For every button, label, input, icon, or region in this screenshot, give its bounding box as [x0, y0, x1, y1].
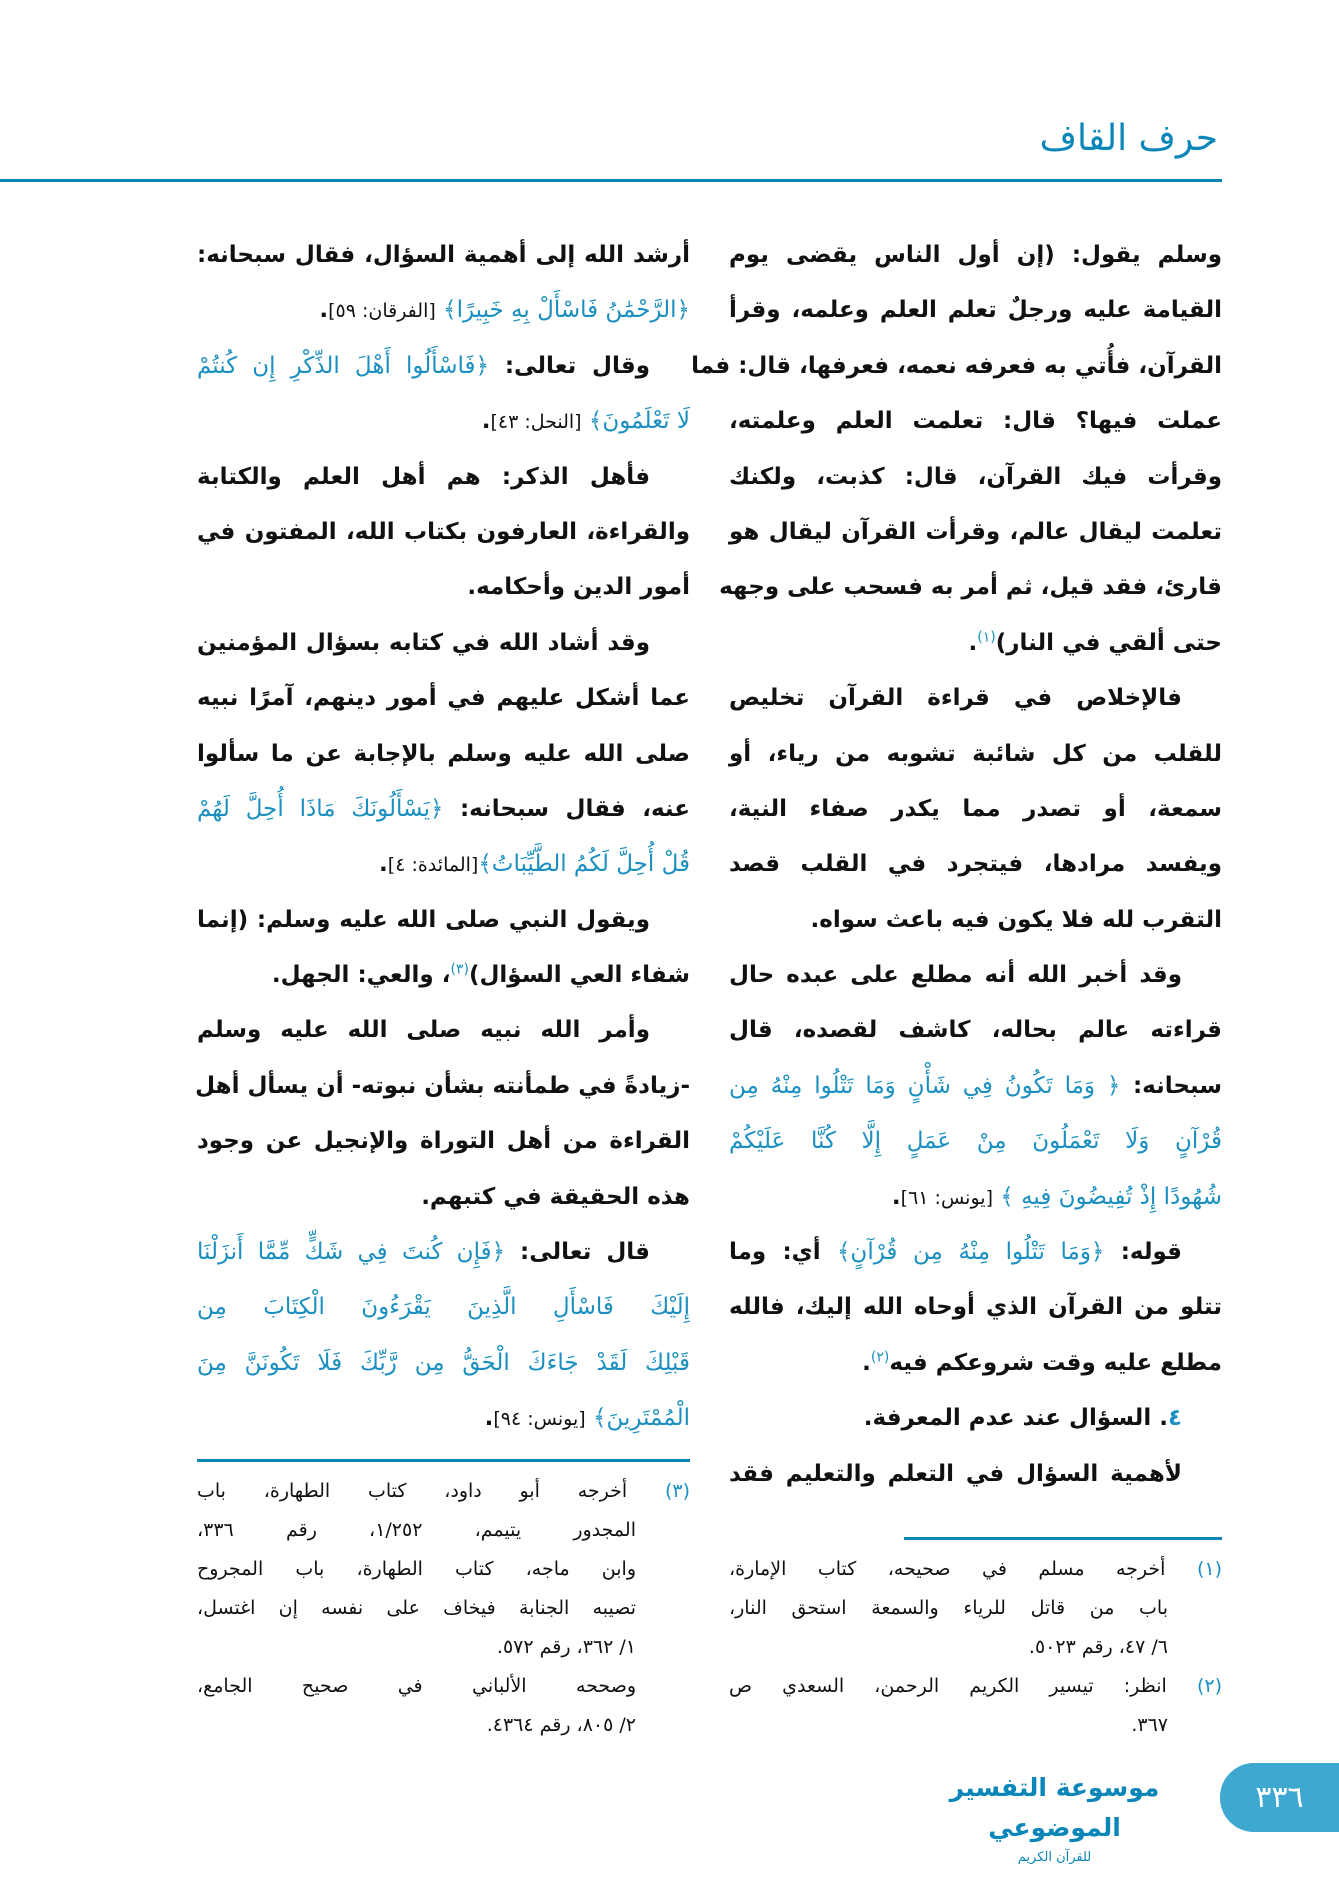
text-line	[729, 394, 1222, 449]
text-segment: .	[891, 1183, 901, 1210]
text-segment: صلى الله عليه وسلم بالإجابة عن ما سألوا	[197, 740, 690, 767]
footnote-text: باب من قاتل للرياء والسمعة استحق النار،	[729, 1597, 1168, 1619]
text-segment: قراءته عالم بحاله، كاشف لقصده، قال	[729, 1017, 1222, 1044]
text-line	[197, 948, 690, 1003]
footnote-line	[729, 1706, 1222, 1745]
text-segment: تتلو من القرآن الذي أوحاه الله إليك، فالله	[729, 1294, 1222, 1321]
text-line	[729, 505, 1222, 560]
text-line	[729, 450, 1222, 505]
text-segment: .	[968, 629, 978, 656]
text-segment: التقرب لله فلا يكون فيه باعث سواه.	[810, 906, 1222, 933]
text-segment: -زيادةً في طمأنته بشأن نبوته- أن يسأل أهل	[195, 1072, 690, 1099]
footnote-line	[197, 1706, 690, 1745]
quran-verse: ﴿يَسْأَلُونَكَ مَاذَا أُحِلَّ لَهُمْ	[197, 795, 444, 822]
verse-reference: [النحل: ٤٣]	[490, 411, 582, 434]
footnote-marker: (٢)	[1196, 1675, 1222, 1697]
text-line	[729, 1280, 1222, 1335]
footnote-text: أخرجه مسلم في صحيحه، كتاب الإمارة،	[729, 1558, 1197, 1580]
footnote-text: ٢/ ٨٠٥، رقم ٤٣٦٤.	[486, 1714, 636, 1736]
quran-verse: ﴿الرَّحْمَٰنُ فَاسْأَلْ بِهِ خَبِيرًا﴾	[435, 297, 690, 324]
text-segment: مطلع عليه وقت شروعكم فيه	[889, 1349, 1222, 1376]
text-segment: وقد أشاد الله في كتابه بسؤال المؤمنين	[197, 629, 650, 656]
quran-verse: قُلْ أُحِلَّ لَكُمُ الطَّيِّبَاتُ﴾	[478, 851, 690, 878]
text-line	[197, 727, 690, 782]
text-line	[197, 228, 690, 283]
text-segment: فالإخلاص في قراءة القرآن تخليص	[729, 685, 1182, 712]
footnote-line	[729, 1667, 1222, 1706]
footnote-divider-left	[197, 1459, 690, 1462]
footnote-line	[197, 1472, 690, 1511]
quran-verse: إِلَيْكَ فَاسْأَلِ الَّذِينَ يَقْرَءُونَ الْكِتَابَ مِن	[197, 1294, 690, 1321]
text-line	[197, 837, 690, 892]
text-segment: وقد أخبر الله أنه مطلع على عبده حال	[729, 962, 1182, 989]
text-segment: .	[319, 297, 329, 324]
verse-reference: [يونس: ٦١]	[900, 1186, 993, 1209]
text-line	[197, 1114, 690, 1169]
text-segment: هذه الحقيقة في كتبهم.	[421, 1183, 690, 1210]
text-line	[197, 339, 690, 394]
text-line	[197, 394, 690, 449]
text-segment: قارئ، فقد قيل، ثم أمر به فسحب على وجهه	[719, 574, 1222, 601]
text-segment: وأمر الله نبيه صلى الله عليه وسلم	[197, 1017, 650, 1044]
footnote-text: تصيبه الجنابة فيخاف على نفسه إن اغتسل،	[197, 1597, 636, 1619]
text-segment: القرآن، فأُتي به فعرفه نعمه، فعرفها، قال: فما	[691, 352, 1222, 379]
text-segment: سبحانه:	[1120, 1072, 1222, 1099]
footnotes-right	[729, 1550, 1222, 1745]
footnote-ref-link[interactable]: (٢)	[870, 1349, 890, 1366]
text-segment: عنه، فقال سبحانه:	[443, 795, 690, 822]
text-line	[197, 1170, 690, 1225]
text-line	[729, 948, 1222, 1003]
text-line	[729, 1225, 1222, 1280]
text-line	[197, 616, 690, 671]
logo-subtitle: للقرآن الكريم	[1017, 1850, 1092, 1865]
footnote-line	[197, 1589, 690, 1628]
text-line	[729, 1059, 1222, 1114]
text-segment: .	[484, 1405, 494, 1432]
text-segment: قال تعالى:	[505, 1239, 650, 1266]
text-segment: حتى ألقي في النار)	[995, 629, 1222, 656]
footnote-text: أخرجه أبو داود، كتاب الطهارة، باب	[197, 1480, 665, 1502]
text-line	[729, 671, 1222, 726]
text-segment: . السؤال عند عدم المعرفة.	[863, 1405, 1168, 1432]
text-line	[729, 1391, 1222, 1446]
header-divider	[0, 179, 1222, 182]
text-segment: للقلب من كل شائبة تشوبه من رياء، أو	[729, 740, 1222, 767]
section-number: ٤	[1167, 1405, 1182, 1432]
left-text-column	[197, 228, 690, 1447]
verse-reference: [يونس: ٩٤]	[493, 1408, 586, 1431]
text-segment: القيامة عليه ورجلٌ تعلم العلم وعلمه، وقرأ	[729, 297, 1222, 324]
footnote-line	[197, 1667, 690, 1706]
text-line	[197, 1003, 690, 1058]
page-number-badge: ٣٣٦	[1220, 1763, 1339, 1832]
quran-verse: ﴿فَإِن كُنتَ فِي شَكٍّ مِّمَّا أَنزَلْنَا	[197, 1239, 506, 1266]
text-segment: لأهمية السؤال في التعلم والتعليم فقد	[729, 1460, 1182, 1487]
text-line	[729, 893, 1222, 948]
text-line	[197, 1059, 690, 1114]
footnote-text: انظر: تيسير الكريم الرحمن، السعدي ص	[729, 1675, 1197, 1697]
text-line	[197, 1391, 690, 1446]
text-line	[197, 283, 690, 338]
text-line	[729, 616, 1222, 671]
encyclopedia-logo	[928, 1768, 1181, 1865]
text-segment: قوله:	[1104, 1239, 1182, 1266]
logo-title: موسوعة التفسير الموضوعي	[949, 1773, 1160, 1842]
text-segment: أمور الدين وأحكامه.	[467, 574, 690, 601]
footnote-line	[197, 1628, 690, 1667]
text-segment: ويقول النبي صلى الله عليه وسلم: (إنما	[197, 906, 650, 933]
text-line	[729, 1447, 1222, 1502]
footnote-ref-link[interactable]: (١)	[977, 629, 996, 646]
text-line	[197, 893, 690, 948]
footnote-text: المجدور يتيمم، ١/٢٥٢، رقم ٣٣٦،	[197, 1519, 636, 1541]
text-segment: عملت فيها؟ قال: تعلمت العلم وعلمته،	[729, 408, 1222, 435]
text-line	[719, 560, 1222, 615]
footnote-line	[729, 1550, 1222, 1589]
text-line	[197, 671, 690, 726]
text-segment: وقرأت فيك القرآن، قال: كذبت، ولكنك	[729, 463, 1222, 490]
footnote-line	[197, 1511, 690, 1550]
footnote-text: وابن ماجه، كتاب الطهارة، باب المجروح	[197, 1558, 636, 1580]
text-segment: .	[862, 1349, 871, 1376]
footnote-divider-right	[904, 1537, 1222, 1540]
text-line	[729, 228, 1222, 283]
text-segment: أي: وما	[729, 1239, 837, 1266]
text-segment: شفاء العي السؤال)	[468, 962, 690, 989]
text-line	[729, 1336, 1222, 1391]
text-segment: .	[481, 408, 491, 435]
footnote-text: ١/ ٣٦٢، رقم ٥٧٢.	[496, 1636, 636, 1658]
footnote-text: ٦/ ٤٧، رقم ٥٠٢٣.	[1028, 1636, 1168, 1658]
quran-verse: ﴿فَاسْأَلُوا أَهْلَ الذِّكْرِ إِن كُنتُمْ	[197, 352, 490, 379]
text-line	[691, 339, 1222, 394]
text-segment: عما أشكل عليهم في أمور دينهم، آمرًا نبيه	[197, 685, 690, 712]
text-line	[197, 1280, 690, 1335]
text-segment: سمعة، أو تصدر مما يكدر صفاء النية،	[729, 795, 1222, 822]
text-line	[729, 1003, 1222, 1058]
verse-reference: [المائدة: ٤]	[387, 854, 479, 877]
text-segment: تعلمت ليقال عالم، وقرأت القرآن ليقال هو	[729, 518, 1222, 545]
text-segment: .	[379, 851, 388, 878]
text-line	[729, 782, 1222, 837]
quran-verse: الْمُمْتَرِينَ﴾	[585, 1405, 690, 1432]
footnote-line	[729, 1628, 1222, 1667]
verse-reference: [الفرقان: ٥٩]	[328, 300, 436, 323]
text-line	[729, 837, 1222, 892]
footnote-line	[197, 1550, 690, 1589]
text-line	[197, 1225, 690, 1280]
footnote-text: ٣٦٧.	[1131, 1714, 1168, 1736]
quran-verse: لَا تَعْلَمُونَ﴾	[581, 408, 690, 435]
footnote-ref-link[interactable]: (٣)	[450, 961, 469, 978]
text-line	[197, 450, 690, 505]
footnote-marker: (٣)	[664, 1480, 690, 1502]
chapter-title: حرف القاف	[1039, 118, 1218, 159]
text-line	[729, 1114, 1222, 1169]
quran-verse: ﴿وَمَا تَتْلُوا مِنْهُ مِن قُرْآنٍ﴾	[836, 1239, 1105, 1266]
footnotes-left	[197, 1472, 690, 1745]
quran-verse: قُرْآنٍ وَلَا تَعْمَلُونَ مِنْ عَمَلٍ إِلَّا كُنَّا عَلَيْكُمْ	[729, 1128, 1222, 1155]
text-segment: ويفسد مرادها، فيتجرد في القلب قصد	[729, 851, 1222, 878]
text-segment: ، والعي: الجهل.	[271, 962, 451, 989]
footnote-line	[729, 1589, 1222, 1628]
text-segment: فأهل الذكر: هم أهل العلم والكتابة	[197, 463, 650, 490]
footnote-marker: (١)	[1196, 1558, 1222, 1580]
text-segment: وسلم يقول: (إن أول الناس يقضى يوم	[729, 242, 1222, 268]
text-line	[729, 283, 1222, 338]
text-segment: والقراءة، العارفون بكتاب الله، المفتون في	[197, 518, 690, 545]
footnote-text: وصححه الألباني في صحيح الجامع،	[197, 1675, 636, 1697]
text-line	[197, 560, 690, 615]
text-line	[197, 1336, 690, 1391]
quran-verse: شُهُودًا إِذْ تُفِيضُونَ فِيهِ ﴾	[992, 1183, 1222, 1210]
text-segment: القراءة من أهل التوراة والإنجيل عن وجود	[197, 1128, 690, 1155]
quran-verse: قَبْلِكَ لَقَدْ جَاءَكَ الْحَقُّ مِن رَّبِّكَ فَلَا تَكُونَنَّ مِنَ	[197, 1349, 690, 1376]
text-segment: أرشد الله إلى أهمية السؤال، فقال سبحانه:	[197, 242, 690, 268]
text-segment: وقال تعالى:	[489, 352, 650, 379]
text-line	[197, 782, 690, 837]
right-text-column	[691, 228, 1222, 1502]
text-line	[729, 1170, 1222, 1225]
text-line	[197, 505, 690, 560]
quran-verse: ﴿ وَمَا تَكُونُ فِي شَأْنٍ وَمَا تَتْلُوا مِنْهُ مِن	[729, 1072, 1121, 1099]
text-line	[729, 727, 1222, 782]
